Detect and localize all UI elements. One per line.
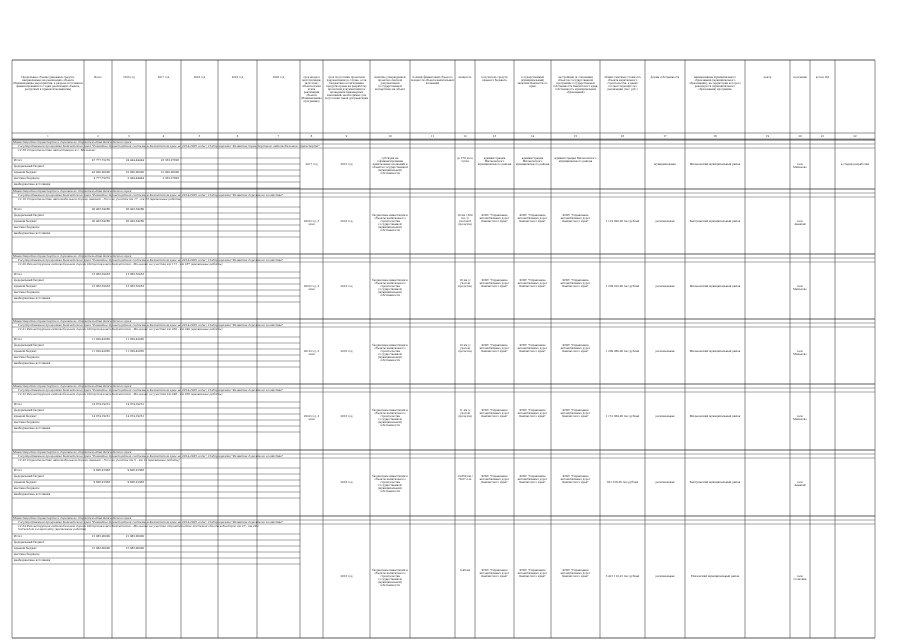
state-customer: КГКУ "Управление автомобильных дорог Камчатского края" (517, 409, 548, 418)
capacity: до 270 чел./ сутки (456, 156, 474, 163)
amount-total: 9 606,91368 (93, 468, 110, 472)
amount-total: 14 074,19231 (91, 414, 110, 418)
column-number: 7 (277, 134, 280, 138)
state-customer: КГКУ "Управление автомобильных дорог Камчатского края" (517, 343, 548, 353)
amount-total: 13 063,32453 (91, 284, 110, 288)
finance-row-label: внебюджетные источники (14, 182, 51, 186)
column-number: 1 (47, 134, 49, 138)
finance-row-label: внебюджетные источники (14, 231, 51, 235)
amount-2017: 2 333,27826 (162, 176, 179, 180)
design-date: 2016 год (340, 219, 353, 223)
column-number: 20 (798, 134, 802, 138)
financing-note: бюджетные инвестиции в объекты капитального строительства государственной (муниципальной) собственности (372, 409, 408, 427)
program-title: Государственная программа Камчатского края "Развитие транспортной системы в Камчатском крае на 2014-2025 годы", Подпрограмма "Развитие дорожного хозяйства" (18, 322, 284, 327)
column-header-8: срок ввода в эксплуатацию (или этап) объекта и/или этапа реализации объекта (Наименование программы) (301, 76, 322, 103)
column-number: 2 (97, 134, 99, 138)
developer: КГКУ "Управление автомобильных дорог Камчатского края" (560, 409, 591, 418)
finance-row-label: Итого (14, 337, 23, 341)
program-title: Государственная программа Камчатского края "Развитие транспортной системы в Камчатском крае на 2014-2025 годы", Подпрограмма "Развитие дорожного хозяйства" (18, 453, 284, 458)
column-header-11: полный финансовый объем по мощности объекта капитальных вложений (411, 76, 454, 85)
developer: КГКУ "Управление автомобильных дорог Камчатского края" (560, 278, 591, 288)
finance-row-label: местные бюджеты (14, 420, 40, 424)
commission-date: 2020 год, 3 этап (303, 284, 320, 291)
developer: администрация Мильковского муниципального района (554, 156, 597, 163)
column-number: 18 (713, 134, 717, 138)
financing-note: бюджетные инвестиции в объекты капитального строительства государственной (муниципальной) собственности (372, 569, 408, 587)
finance-row-label: краевой бюджет (14, 546, 37, 550)
column-header-2: Всего (94, 76, 102, 79)
finance-row-label: внебюджетные источники (14, 426, 51, 430)
estimated-cost: 1 209 360,00 тыс.рублей (605, 349, 640, 353)
budget-recipient: КГКУ "Управление автомобильных дорог Камчатского края" (479, 343, 510, 353)
finance-row-label: федеральный бюджет (14, 278, 45, 282)
amount-2016: 11 029,42065 (125, 337, 144, 341)
finance-row-label: федеральный бюджет (14, 540, 45, 544)
finance-row-label: Итого (14, 158, 23, 162)
amount-2016: 13 063,32453 (125, 284, 144, 288)
object-title: 12.20 Реконструкция автомобильной дороги Петропавловск-Камчатский - Мильково на участке км 171 - км 187 (временные работы) (18, 261, 223, 266)
design-date: 2016 год (340, 349, 353, 353)
capacity: 16 км (с учетом пролетов) (458, 278, 472, 288)
amount-2017: 21 000,00000 (160, 170, 179, 174)
column-number: 9 (345, 134, 348, 138)
ownership-form: региональная (655, 481, 675, 484)
column-header-13: получатель средств краевого бюджета (481, 76, 508, 82)
amount-2016: 20 403,34280 (125, 219, 144, 223)
budget-recipient: КГКУ "Управление автомобильных дорог Камчатского края" (479, 213, 510, 223)
column-header-17: форма собственности (650, 76, 680, 79)
municipality: Мильковский муниципальный район (689, 415, 741, 418)
amount-total: 47 777,72270 (91, 158, 110, 162)
design-date: 2016 год (340, 415, 353, 418)
object-title: 12.23 Строительство автомобильной дороги Анавгай - Эссо на участке км 5 - км 14 (временные работы) (18, 457, 180, 462)
column-header-4: 2017 год (157, 76, 170, 79)
finance-row-label: местные бюджеты (14, 552, 40, 556)
amount-2016: 21 983,00000 (125, 546, 144, 550)
finance-row-label: местные бюджеты (14, 355, 40, 359)
capacity: 11 км (с учетом пролетов) (458, 409, 472, 418)
amount-total: 20 403,34280 (91, 219, 110, 223)
state-customer: КГКУ "Управление автомобильных дорог Камчатского края" (517, 213, 548, 223)
design-date: 2015 год (340, 162, 353, 166)
column-number: 14 (530, 134, 535, 138)
finance-row-label: краевой бюджет (14, 480, 37, 484)
estimated-cost: 651 316,36 тыс.рублей (606, 481, 639, 484)
column-number: 13 (492, 134, 497, 138)
ownership-form: региональная (655, 219, 675, 223)
finance-row-label: краевой бюджет (14, 414, 37, 418)
ownership-form: муниципальная (654, 162, 676, 166)
capacity: 13,859 км / 79,07 п.м. (457, 475, 473, 481)
finance-row-label: федеральный бюджет (14, 408, 45, 412)
finance-row-label: краевой бюджет (14, 349, 37, 353)
amount-2016: 11 029,42065 (125, 349, 144, 353)
program-title: Государственная программа Камчатского края "Развитие транспортной системы в Камчатском крае на 2014-2025 годы", Подпрограмма "Развитие транспортного автомобильного транспорта" (18, 143, 320, 148)
budget-recipient: администрация Мильковского муниципального района (477, 156, 512, 166)
amount-2016: 20 403,34280 (125, 207, 144, 211)
column-header-19: центр (763, 76, 772, 79)
column-header-18: наименование муниципального образования (муниципального образования), на территории которого реализуется (муниципального образования) программа (689, 76, 741, 91)
object-title: 12.24 Реконструкция автомобильной дороги Петропавловск-Камчатский - Мильково на участке строительства мостовой обходы в Быстрое км 27 - км 29 с подъездом к аэропорту (временные работы) (18, 523, 260, 531)
developer: КГКУ "Управление автомобильных дорог Камчатского края" (560, 213, 591, 223)
commission-date: 2017 год (305, 162, 318, 166)
column-number: 10 (388, 134, 392, 138)
estimated-cost: 1 151 964,00 тыс.рублей (605, 415, 640, 418)
municipality: Мильковский муниципальный район (689, 162, 741, 166)
amount-total: 21 983,00000 (91, 534, 110, 538)
commission-date: 2020 год, 3 этап (303, 219, 320, 226)
finance-row-label: Итого (14, 468, 23, 472)
object-title: 12.19 Строительство автомобильной дороги Анавгай - Эссо на участке км 17 - км 23 (временные работы) (18, 196, 182, 201)
finance-row-label: федеральный бюджет (14, 164, 45, 168)
ownership-form: региональная (655, 349, 675, 353)
column-number: 8 (310, 134, 313, 138)
column-number: 19 (765, 134, 770, 138)
amount-2016: 24 444,44444 (125, 158, 144, 162)
amount-2016: 22 000,00000 (125, 170, 144, 174)
amount-2016: 9 606,91368 (127, 468, 144, 472)
finance-row-label: Итого (14, 272, 23, 276)
program-title: Государственная программа Камчатского края "Развитие транспортной системы в Камчатском крае на 2014-2025 годы", Подпрограмма "Развитие дорожного хозяйства" (18, 519, 284, 524)
column-number: 16 (620, 134, 625, 138)
column-number: 5 (198, 134, 201, 138)
amount-total: 20 403,34280 (91, 207, 110, 211)
amount-2016: 2 444,44444 (127, 176, 144, 180)
ownership-form: региональная (655, 575, 675, 578)
center: село Мильково (793, 415, 807, 421)
finance-row-label: Итого (14, 534, 23, 538)
financing-note: бюджетные инвестиции в объекты капитального строительства государственной (муниципальной) собственности (372, 278, 408, 297)
municipality: Быстринский муниципальный район (689, 219, 741, 223)
column-number: 15 (573, 134, 578, 138)
column-number: 22 (853, 134, 857, 138)
column-number: 21 (820, 134, 825, 138)
municipality: Быстринский муниципальный район (689, 481, 741, 484)
finance-row-label: внебюджетные источники (14, 558, 51, 562)
finance-row-label: Итого (14, 402, 23, 406)
design-date: 2016 год (340, 481, 353, 484)
financing-note: бюджетные инвестиции в объекты капитального строительства государственной (муниципальной) собственности (372, 343, 408, 362)
finance-row-label: краевой бюджет (14, 170, 37, 174)
amount-2016: 21 983,00000 (125, 534, 144, 538)
column-header-14: государственный (муниципальный) заказчик Камчатского края (517, 76, 548, 88)
state-customer: администрация Мильковского муниципального района (515, 156, 550, 166)
column-header-3: 2016 год (123, 76, 135, 79)
amount-total: 4 777,72270 (93, 176, 110, 180)
capacity: 10 км (с учетом пролетов) (458, 343, 472, 353)
finance-row-label: федеральный бюджет (14, 343, 45, 347)
program-title: Государственная программа Камчатского края "Развитие транспортной системы в Камчатском крае на 2014-2025 годы", Подпрограмма "Развитие дорожного хозяйства" (18, 192, 284, 197)
ministry-title: Министерство транспорта и дорожного строительства Камчатского края (13, 318, 132, 323)
municipality: Мильковский муниципальный район (689, 349, 741, 353)
finance-row-label: федеральный бюджет (14, 213, 45, 217)
state-customer: КГКУ "Управление автомобильных дорог Камчатского края" (517, 278, 548, 288)
column-number: 3 (128, 134, 130, 138)
capacity: 3,49 км (459, 569, 471, 572)
finance-row-label: местные бюджеты (14, 225, 40, 229)
amount-total: 13 063,32453 (91, 272, 110, 276)
estimated-cost: 3 421 110,91 тыс.рублей (605, 575, 640, 578)
financing-note: субсидия на софинансирование капитальных вложений в объекты государственной (муниципальной) собственности (372, 156, 408, 175)
financing-note: бюджетные инвестиции в объекты капитального строительства государственной (муниципальной) собственности (372, 475, 408, 493)
ministry-title: Министерство транспорта и дорожного строительства Камчатского края (13, 449, 132, 454)
design-date: 2016 год (340, 575, 353, 578)
finance-row-label: внебюджетные источники (14, 296, 51, 300)
column-number: 6 (236, 134, 239, 138)
center: село Анавгай (794, 219, 806, 226)
amount-2016: 9 606,91368 (127, 480, 144, 484)
program-title: Государственная программа Камчатского края "Развитие транспортной системы в Камчатском крае на 2014-2025 годы", Подпрограмма "Развитие дорожного хозяйства" (18, 257, 284, 262)
center: село Мильково (793, 349, 807, 356)
amount-total: 21 983,00000 (91, 546, 110, 550)
column-number: 11 (430, 134, 435, 138)
column-header-6: 2019 год (231, 76, 244, 79)
amount-total: 11 029,42065 (91, 337, 110, 341)
estimated-cost: 1 119 820,00 тыс.рублей (605, 219, 640, 223)
finance-row-label: внебюджетные источники (14, 361, 51, 365)
budget-recipient: КГКУ "Управление автомобильных дорог Камчатского края" (479, 475, 510, 484)
object-title: 12.22 Реконструкция автомобильной дороги Петропавловск-Камчатский - Мильково на участке км 248 - км 259 (временные работы) (18, 391, 223, 396)
ministry-title: Министерство транспорта и дорожного строительства Камчатского края (13, 383, 132, 388)
developer: КГКУ "Управление автомобильных дорог Камчатского края" (560, 343, 591, 353)
column-header-5: 2018 год (193, 76, 206, 79)
estimated-cost: 1 209 910,00 тыс.рублей (605, 284, 640, 288)
municipality: Елизовский муниципальный район (690, 575, 740, 578)
commission-date: 2020 год, 3 этап (303, 415, 320, 421)
center: село Сосновка (793, 575, 807, 581)
program-title: Государственная программа Камчатского края "Развитие транспортной системы в Камчатском крае на 2014-2025 годы", Подпрограмма "Развитие дорожного хозяйства" (18, 387, 284, 392)
developer: КГКУ "Управление автомобильных дорог Камчатского края" (560, 569, 591, 578)
column-header-21: кол-во ПД (815, 76, 830, 79)
column-header-12: мощность (458, 76, 472, 79)
amount-total: 14 074,19231 (91, 402, 110, 406)
column-number: 12 (463, 134, 467, 138)
state-customer: КГКУ "Управление автомобильных дорог Камчатского края" (517, 569, 548, 578)
object-title: 12.21 Реконструкция автомобильной дороги Петропавловск-Камчатский - Мильково на участке км 230 - км 240 (временные работы) (18, 326, 223, 331)
design-date: 2016 год (340, 284, 353, 288)
ministry-title: Министерство транспорта и дорожного строительства Камчатского края (13, 515, 132, 520)
column-number: 17 (663, 134, 667, 138)
center: село Мильково (793, 284, 807, 291)
center: село Мильково (793, 162, 807, 169)
column-header-10: наличие утвержденной проектно-сметной документации (государственной экспертизы) на объект (374, 76, 406, 91)
column-header-7: 2020 год (272, 76, 285, 79)
amount-2017: 23 333,27826 (160, 158, 179, 162)
commission-date: 2019 год, 3 этап (303, 349, 320, 356)
capacity: 10 км / 300 п.к. (с учетом 6 пролетов) (457, 213, 473, 226)
amount-2016: 14 074,19231 (125, 402, 144, 406)
amount-total: 11 029,42065 (91, 349, 110, 353)
amount-2016: 13 063,32453 (125, 272, 144, 276)
finance-row-label: краевой бюджет (14, 284, 37, 288)
column-header-20: поселение (793, 76, 807, 79)
column-header-9: срок подготовки проектной документации (в случае, если бюджетные ассигнования предусмотрены на разработку проектной документации) и проведения инженерных изысканий, необходимых для подготовки такой документации (324, 76, 369, 100)
ministry-title: Министерство транспорта и дорожного строительства Камчатского края (13, 188, 132, 193)
ministry-title: Министерство транспорта и дорожного строительства Камчатского края (13, 253, 132, 258)
column-header-16: общий (сметная) стоимость объекта капитального строительства, в ценах соответствующих лет реализации (тыс. руб.) (604, 76, 641, 91)
ownership-form: региональная (655, 415, 675, 418)
finance-row-label: федеральный бюджет (14, 474, 45, 478)
center: село Анавгай (794, 481, 806, 487)
column-header-15: застройщик (в отношении объектов государственной программы государственной собственности Камчатского края, собственность муниципальных образований) (552, 76, 599, 94)
state-customer: КГКУ "Управление автомобильных дорог Камчатского края" (517, 475, 548, 484)
column-header-1: Предельные объемы денежных средств, направляемых на реализацию объекта (Наименование мероприятия, в разрезе источников финансирования по годам реализации объекта, ресурсный и правовой механизмы) (13, 76, 83, 91)
municipality: Мильковский муниципальный район (689, 284, 741, 288)
ministry-title: Министерство транспорта и дорожного строительства Камчатского края (13, 139, 132, 144)
object-title: 12.16 Строительство автостанции в с. Мильково (18, 147, 96, 152)
budget-recipient: КГКУ "Управление автомобильных дорог Камчатского края" (479, 569, 510, 578)
financing-note: бюджетные инвестиции в объекты капитального строительства государственной (муниципальной) собственности (372, 213, 408, 232)
finance-row-label: местные бюджеты (14, 176, 40, 180)
developer: КГКУ "Управление автомобильных дорог Камчатского края" (560, 475, 591, 484)
ownership-form: региональная (655, 284, 675, 288)
finance-row-label: местные бюджеты (14, 290, 40, 294)
finance-row-label: местные бюджеты (14, 486, 40, 490)
finance-row-label: краевой бюджет (14, 219, 37, 223)
budget-recipient: КГКУ "Управление автомобильных дорог Камчатского края" (479, 409, 510, 418)
column-number: 4 (162, 134, 165, 138)
amount-total: 9 606,91368 (93, 480, 110, 484)
finance-row-label: внебюджетные источники (14, 492, 51, 496)
finance-row-label: Итого (14, 207, 23, 211)
amount-total: 43 000,00000 (91, 170, 110, 174)
extra-note: в стадии разработки (840, 162, 870, 166)
amount-2016: 14 074,19231 (125, 414, 144, 418)
budget-recipient: КГКУ "Управление автомобильных дорог Камчатского края" (479, 278, 510, 288)
